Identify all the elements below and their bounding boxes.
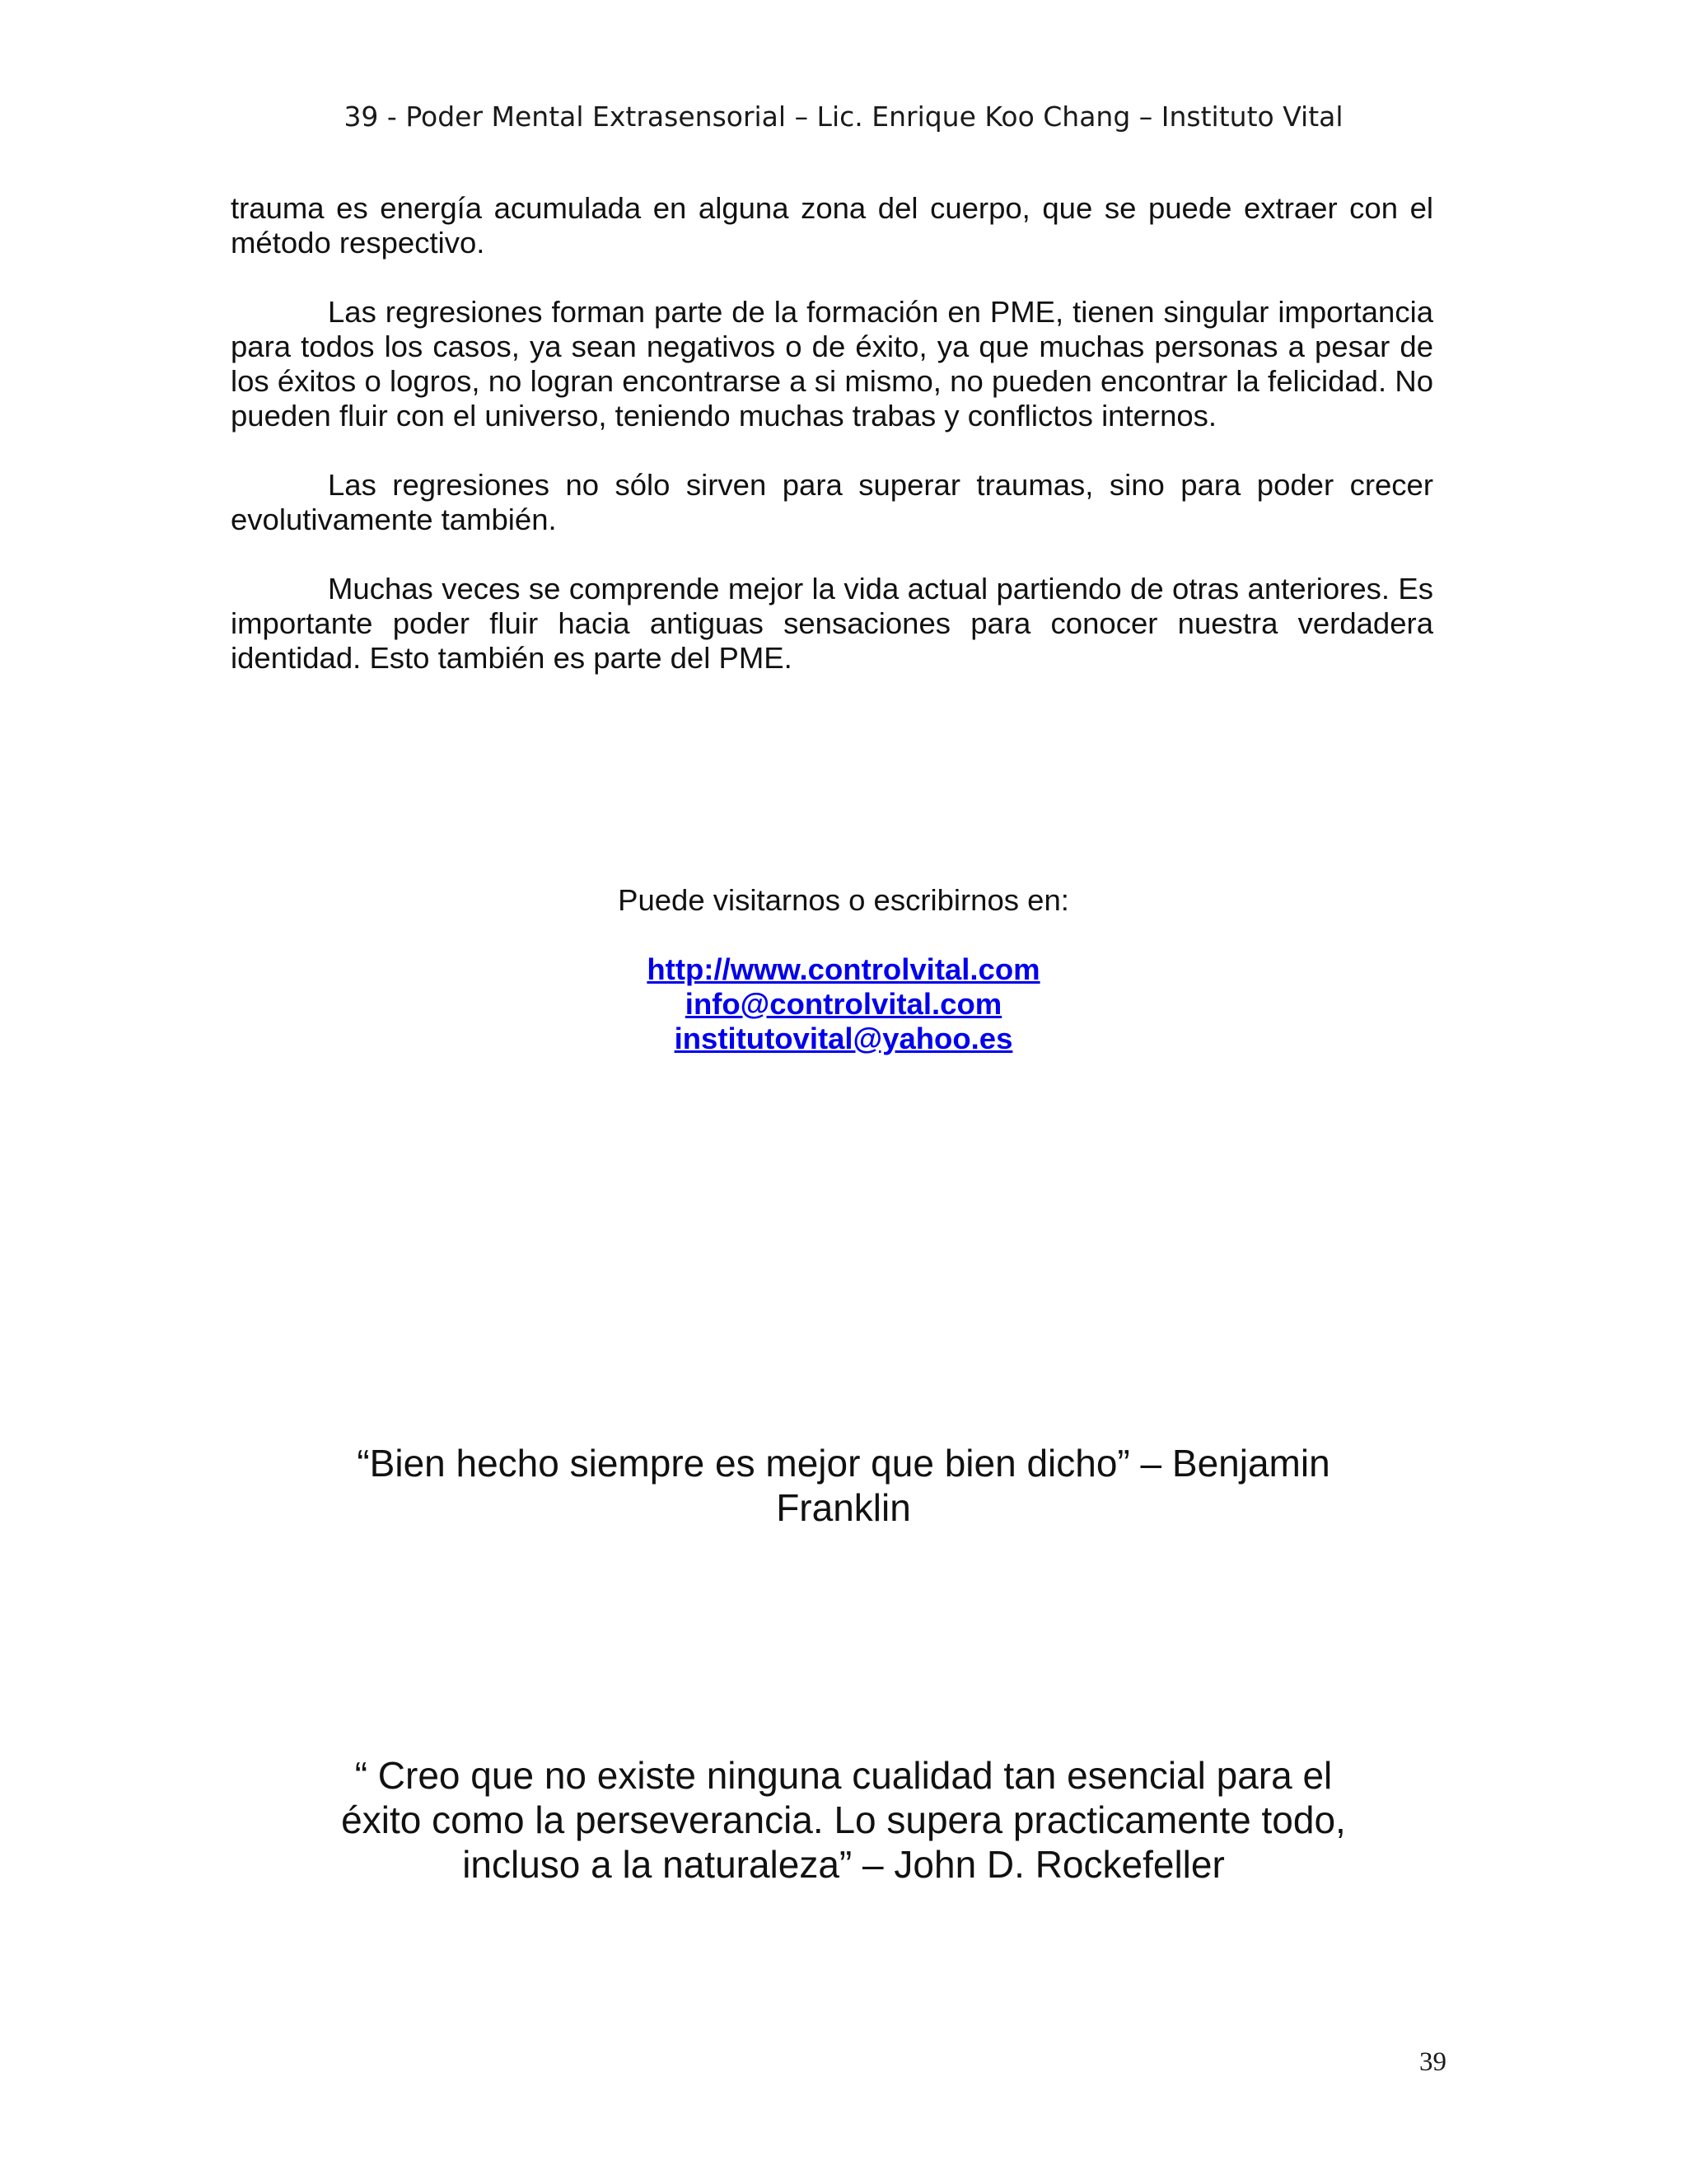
page-header: 39 - Poder Mental Extrasensorial – Lic. Enrique Koo Chang – Instituto Vital bbox=[343, 101, 1344, 133]
quote-franklin bbox=[0, 1441, 1687, 1530]
contact-section bbox=[0, 883, 1687, 1056]
quote-text: “ Creo que no existe ninguna cualidad tan esencial para el éxito como la perseverancia. Lo supera practicamente todo, incluso a la naturaleza” – John D. Rockefeller bbox=[341, 1754, 1346, 1886]
quote-rockefeller bbox=[0, 1753, 1687, 1887]
quote-text: “Bien hecho siempre es mejor que bien dicho” – Benjamin Franklin bbox=[357, 1442, 1330, 1529]
email-link-yahoo[interactable]: institutovital@yahoo.es bbox=[674, 1022, 1013, 1055]
website-link[interactable]: http://www.controlvital.com bbox=[647, 952, 1040, 986]
email-link-info[interactable]: info@controlvital.com bbox=[685, 987, 1002, 1021]
body-text bbox=[231, 191, 1433, 710]
paragraph: Las regresiones no sólo sirven para superar traumas, sino para poder crecer evolutivamente también. bbox=[231, 468, 1433, 536]
paragraph: trauma es energía acumulada en alguna zona del cuerpo, que se puede extraer con el método respectivo. bbox=[231, 191, 1433, 260]
page-number: 39 bbox=[1419, 2047, 1446, 2077]
contact-intro: Puede visitarnos o escribirnos en: bbox=[618, 883, 1069, 917]
paragraph: Las regresiones forman parte de la formación en PME, tienen singular importancia para todos los casos, ya sean negativos o de éxito, ya que muchas personas a pesar de los éxitos o logros, no logran encontrarse a si mismo, no pueden encontrar la felicidad. No pueden fluir con el universo, teniendo muchas trabas y conflictos internos. bbox=[231, 295, 1433, 433]
paragraph: Muchas veces se comprende mejor la vida actual partiendo de otras anteriores. Es importante poder fluir hacia antiguas sensaciones para conocer nuestra verdadera identidad. Esto también es parte del PME. bbox=[231, 572, 1433, 675]
